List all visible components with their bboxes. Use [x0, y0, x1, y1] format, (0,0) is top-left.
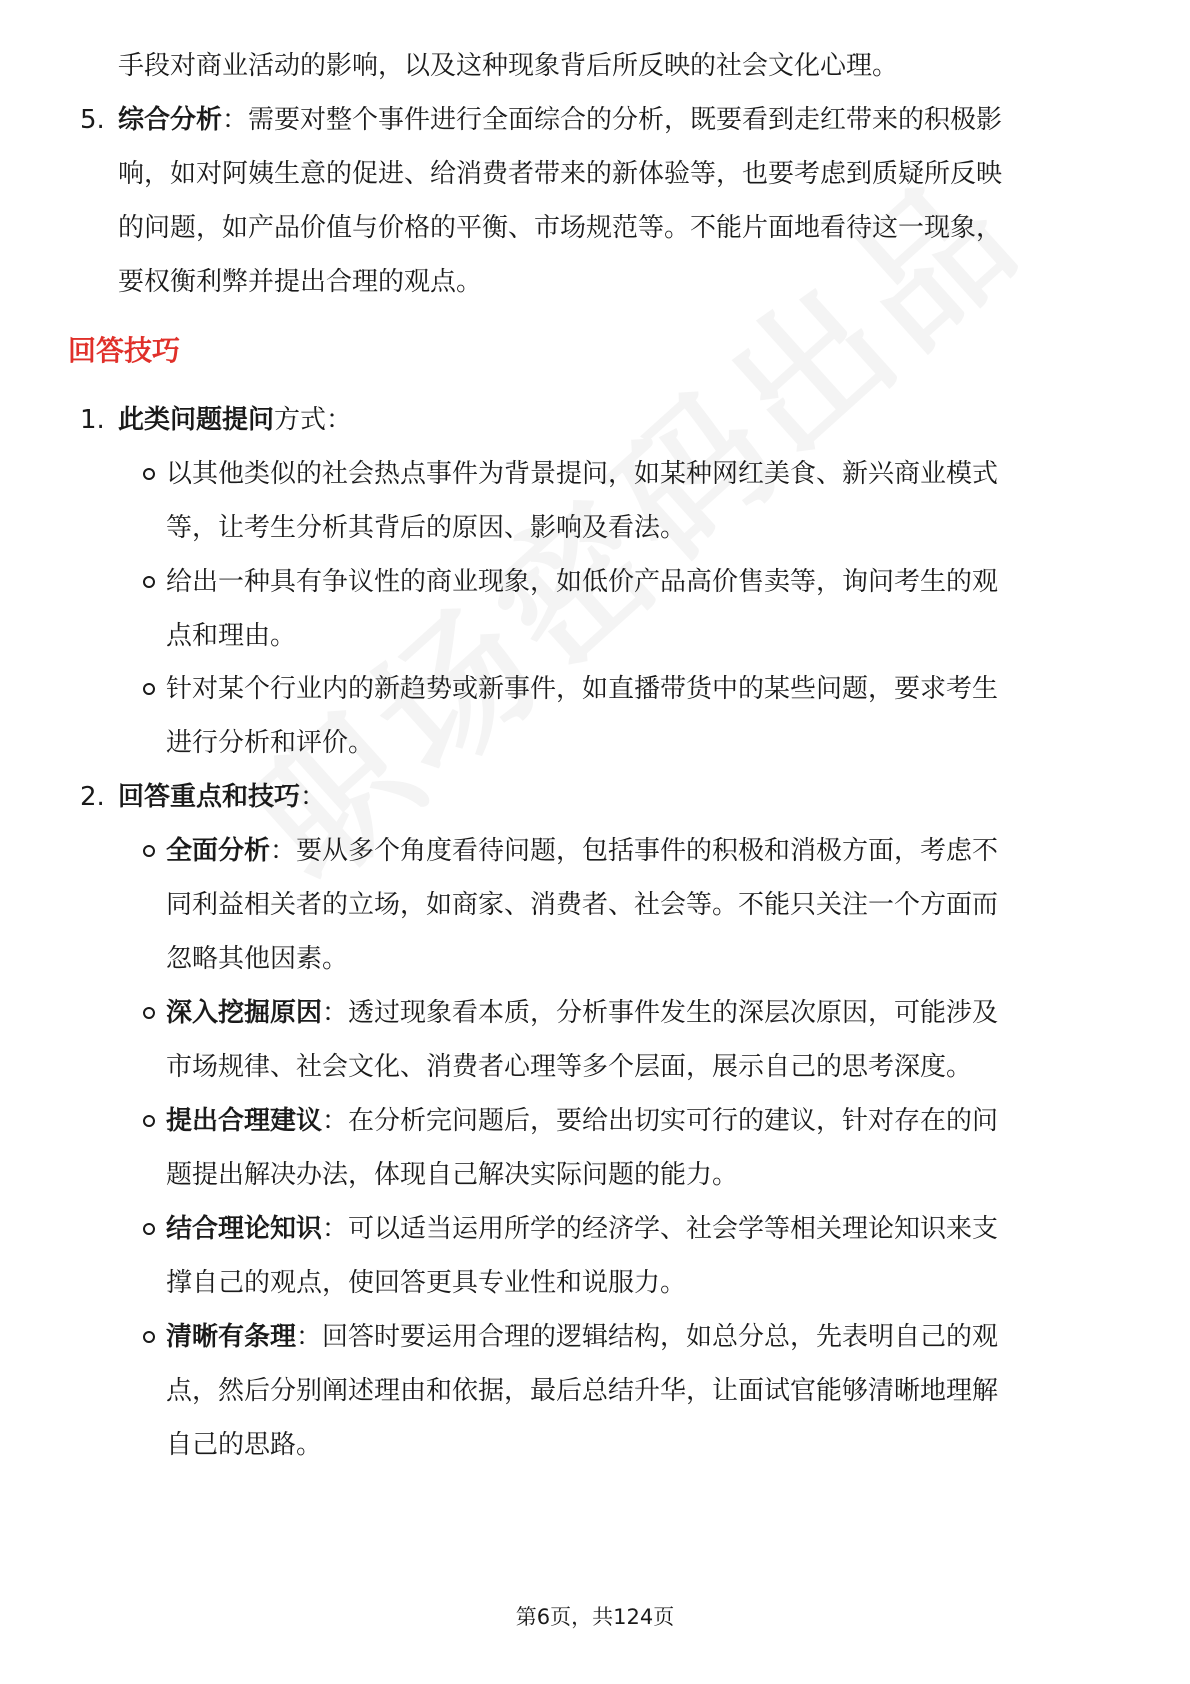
q2-bullet-5-line-2: 点，然后分别阐述理由和依据，最后总结升华，让面试官能够清晰地理解 [166, 1376, 999, 1406]
q2-bullet-3-line-1 [166, 1104, 998, 1138]
q2-bullet-4-title: 结合理论知识 [166, 1214, 323, 1244]
item5-line-2: 响，如对阿姨生意的促进、给消费者带来的新体验等，也要考虑到质疑所反映 [118, 159, 1003, 189]
q2-bullet-1-line-3: 忽略其他因素。 [166, 944, 349, 974]
q2-title-bold: 回答重点和技巧 [118, 782, 301, 812]
bullet-icon [143, 468, 155, 480]
q2-bullet-2-line-1 [166, 996, 998, 1030]
q2-title-rest: ： [300, 782, 327, 812]
item5-line-4: 要权衡利弊并提出合理的观点。 [118, 267, 483, 297]
q1-title-bold: 此类问题提问 [118, 405, 275, 435]
bullet-icon [143, 576, 155, 588]
q1-title [118, 403, 352, 437]
bullet-icon [143, 845, 155, 857]
intro-tail-line: 手段对商业活动的影响，以及这种现象背后所反映的社会文化心理。 [118, 51, 899, 81]
section-heading: 回答技巧 [68, 334, 181, 367]
q1-bullet-2-line-2: 点和理由。 [166, 621, 297, 651]
q2-bullet-4-line-1 [166, 1212, 998, 1246]
item5-number: 5. [80, 105, 105, 135]
q1-bullet-3-line-2: 进行分析和评价。 [166, 728, 375, 758]
q2-bullet-4-line-2: 撑自己的观点，使回答更具专业性和说服力。 [166, 1268, 687, 1298]
q2-bullet-4-text: ：可以适当运用所学的经济学、社会学等相关理论知识来支 [322, 1214, 999, 1244]
q2-bullet-5-line-1 [166, 1320, 998, 1354]
q2-bullet-3-line-2: 题提出解决办法，体现自己解决实际问题的能力。 [166, 1160, 739, 1190]
item5-title: 综合分析 [118, 105, 223, 135]
bullet-icon [143, 1331, 155, 1343]
q1-bullet-1-line-2: 等，让考生分析其背后的原因、影响及看法。 [166, 513, 687, 543]
item5-line-3: 的问题，如产品价值与价格的平衡、市场规范等。不能片面地看待这一现象， [118, 213, 1003, 243]
q1-bullet-1-line-1: 以其他类似的社会热点事件为背景提问，如某种网红美食、新兴商业模式 [166, 459, 999, 489]
page-number: 第6页，共124页 [515, 1605, 675, 1629]
item5-line-1 [118, 103, 1002, 137]
q2-bullet-2-title: 深入挖掘原因 [166, 998, 323, 1028]
q2-title [118, 780, 326, 814]
bullet-icon [143, 1007, 155, 1019]
q2-bullet-2-text: ：透过现象看本质，分析事件发生的深层次原因，可能涉及 [322, 998, 999, 1028]
bullet-icon [143, 1115, 155, 1127]
item5-text: ：需要对整个事件进行全面综合的分析，既要看到走红带来的积极影 [222, 105, 1003, 135]
bullet-icon [143, 683, 155, 695]
q2-bullet-1-text: ：要从多个角度看待问题，包括事件的积极和消极方面，考虑不 [270, 836, 999, 866]
q2-bullet-3-title: 提出合理建议 [166, 1106, 323, 1136]
q2-bullet-1-line-1 [166, 834, 998, 868]
q2-bullet-1-title: 全面分析 [166, 836, 271, 866]
bullet-icon [143, 1223, 155, 1235]
q2-bullet-5-line-3: 自己的思路。 [166, 1430, 323, 1460]
q1-bullet-2-line-1: 给出一种具有争议性的商业现象，如低价产品高价售卖等，询问考生的观 [166, 567, 999, 597]
q2-bullet-1-line-2: 同利益相关者的立场，如商家、消费者、社会等。不能只关注一个方面而 [166, 890, 999, 920]
q1-number: 1. [80, 405, 105, 435]
q2-bullet-3-text: ：在分析完问题后，要给出切实可行的建议，针对存在的问 [322, 1106, 999, 1136]
q2-number: 2. [80, 782, 105, 812]
q1-title-rest: 方式： [274, 405, 353, 435]
q1-bullet-3-line-1: 针对某个行业内的新趋势或新事件，如直播带货中的某些问题，要求考生 [166, 674, 999, 704]
q2-bullet-5-title: 清晰有条理 [166, 1322, 297, 1352]
q2-bullet-2-line-2: 市场规律、社会文化、消费者心理等多个层面，展示自己的思考深度。 [166, 1052, 973, 1082]
q2-bullet-5-text: ：回答时要运用合理的逻辑结构，如总分总，先表明自己的观 [296, 1322, 999, 1352]
